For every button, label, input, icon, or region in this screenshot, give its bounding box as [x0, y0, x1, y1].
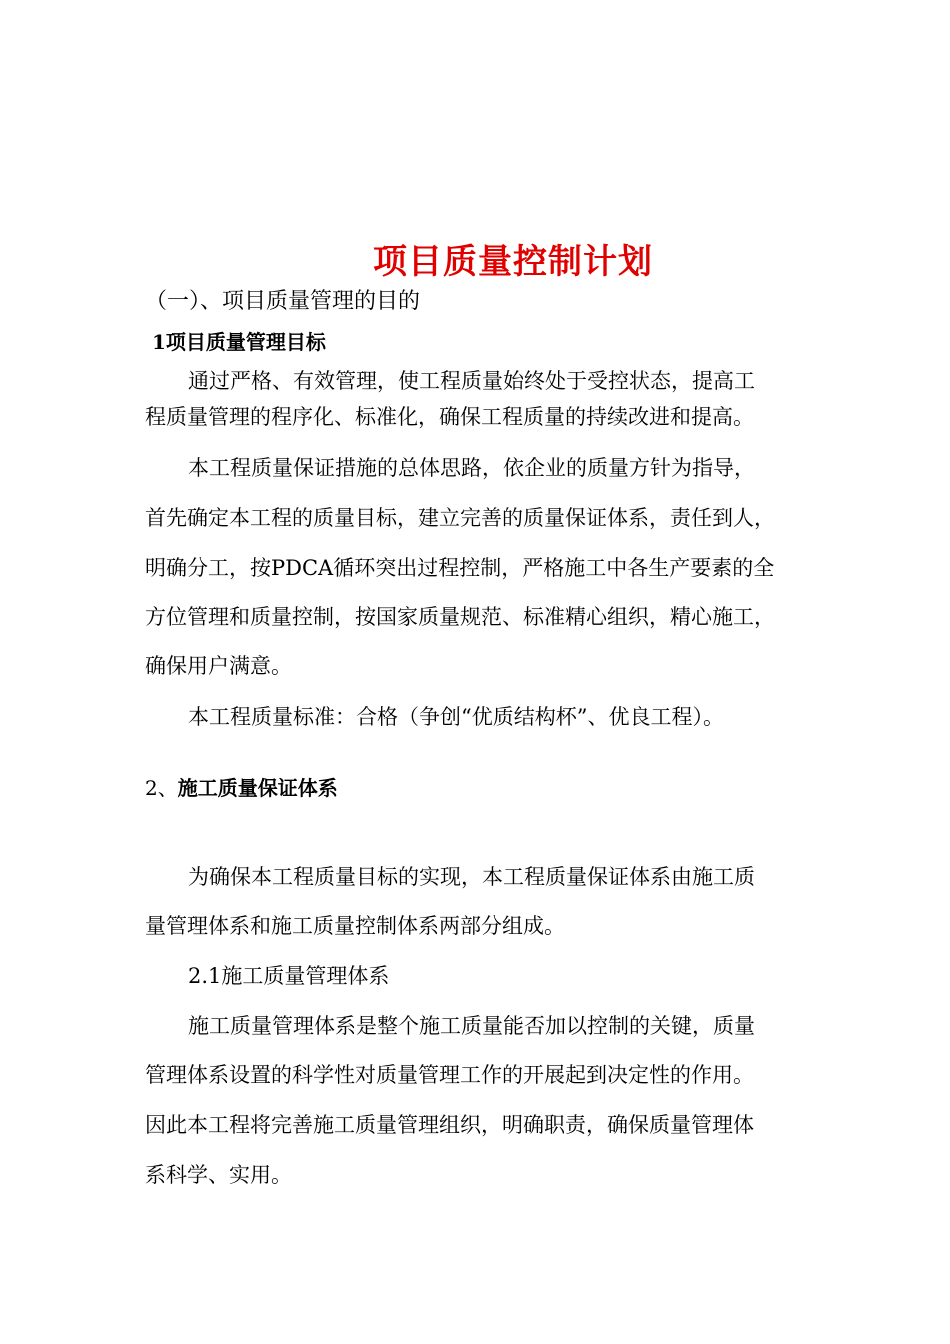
- paragraph-line: 通过严格、有效管理，使工程质量始终处于受控状态，提高工: [188, 369, 755, 393]
- subheading-quality-goal: 1项目质量管理目标: [152, 330, 326, 354]
- paragraph-line: 系科学、实用。: [145, 1163, 292, 1187]
- paragraph-line: 因此本工程将完善施工质量管理组织，明确职责，确保质量管理体: [145, 1113, 754, 1137]
- paragraph-line: 首先确定本工程的质量目标，建立完善的质量保证体系，责任到人，: [145, 506, 775, 530]
- document-title: 项目质量控制计划: [373, 242, 653, 282]
- heading-2-text: 施工质量保证体系: [177, 776, 338, 800]
- heading-2-number: 2、: [145, 776, 178, 800]
- paragraph-line: 管理体系设置的科学性对质量管理工作的开展起到决定性的作用。: [145, 1063, 754, 1087]
- subheading-2-1: 2.1施工质量管理体系: [188, 964, 390, 988]
- paragraph-line: 为确保本工程质量目标的实现，本工程质量保证体系由施工质: [188, 865, 755, 889]
- heading-2: [145, 773, 338, 803]
- paragraph-line: 施工质量管理体系是整个施工质量能否加以控制的关键，质量: [188, 1014, 755, 1038]
- paragraph-line: 量管理体系和施工质量控制体系两部分组成。: [145, 914, 565, 938]
- paragraph-line: 确保用户满意。: [145, 654, 292, 678]
- paragraph-line: 方位管理和质量控制，按国家质量规范、标准精心组织，精心施工，: [145, 605, 775, 629]
- paragraph-line: 本工程质量保证措施的总体思路，依企业的质量方针为指导，: [188, 456, 755, 480]
- paragraph-line: 明确分工，按PDCA循环突出过程控制，严格施工中各生产要素的全: [145, 556, 775, 580]
- section-heading: （一）、项目质量管理的目的: [145, 289, 421, 314]
- quality-standard-line: 本工程质量标准：合格（争创“优质结构杯”、优良工程）。: [188, 705, 724, 729]
- paragraph-line: 程质量管理的程序化、标准化，确保工程质量的持续改进和提高。: [145, 405, 754, 429]
